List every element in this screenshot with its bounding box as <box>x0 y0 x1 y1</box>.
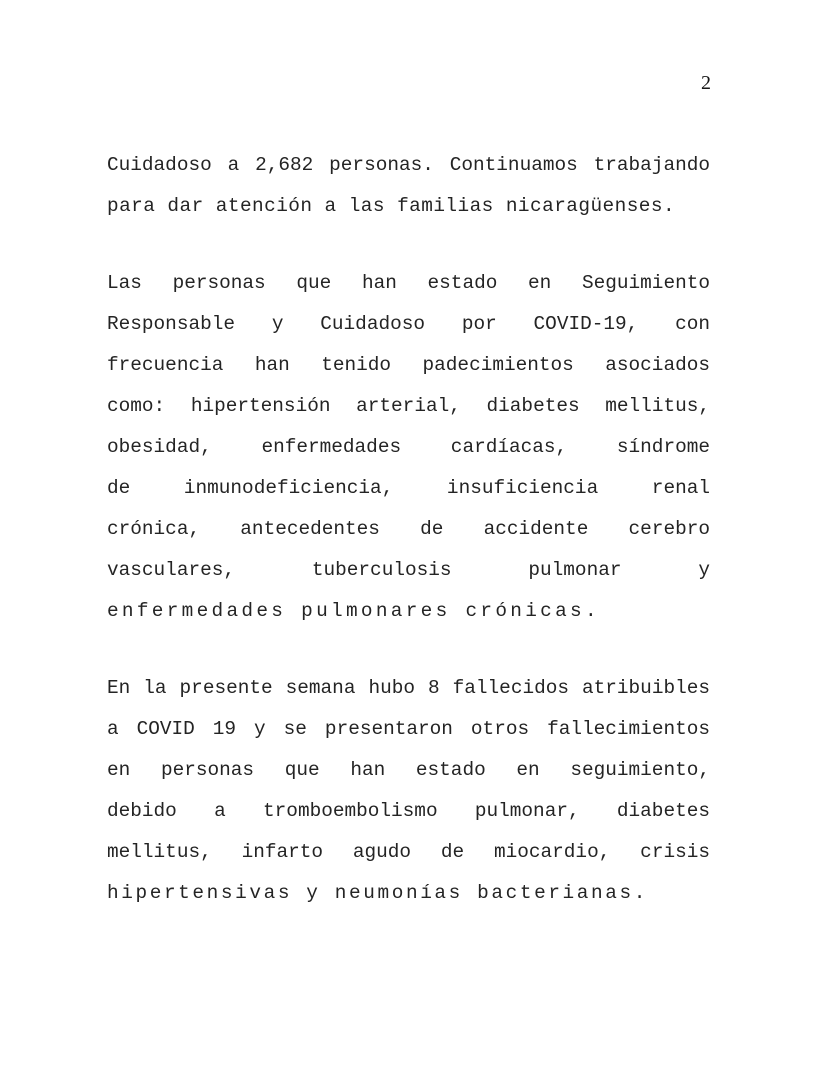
text-line: a COVID 19 y se presentaron otros fallecimientos <box>107 718 710 740</box>
text-line: Las personas que han estado en Seguimiento <box>107 272 710 294</box>
text-line: Cuidadoso a 2,682 personas. Continuamos trabajando <box>107 154 710 176</box>
text-line: hipertensivas y neumonías bacterianas. <box>107 882 648 904</box>
text-line: obesidad, enfermedades cardíacas, síndrome <box>107 436 710 458</box>
paragraph <box>107 145 710 227</box>
text-line: mellitus, infarto agudo de miocardio, crisis <box>107 841 710 863</box>
document-body <box>107 145 710 914</box>
text-line: vasculares, tuberculosis pulmonar y <box>107 559 710 581</box>
text-line: Responsable y Cuidadoso por COVID-19, con <box>107 313 710 335</box>
page-header <box>107 72 711 94</box>
text-line: como: hipertensión arterial, diabetes mellitus, <box>107 395 710 417</box>
paragraph <box>107 263 710 632</box>
text-line: de inmunodeficiencia, insuficiencia renal <box>107 477 710 499</box>
text-line: En la presente semana hubo 8 fallecidos atribuibles <box>107 677 710 699</box>
paragraph <box>107 668 710 914</box>
text-line: debido a tromboembolismo pulmonar, diabetes <box>107 800 710 822</box>
text-line: en personas que han estado en seguimiento, <box>107 759 710 781</box>
text-line: enfermedades pulmonares crónicas. <box>107 600 600 622</box>
text-line: crónica, antecedentes de accidente cerebro <box>107 518 710 540</box>
text-line: para dar atención a las familias nicaragüenses. <box>107 195 676 217</box>
text-line: frecuencia han tenido padecimientos asociados <box>107 354 710 376</box>
page-number: 2 <box>701 72 711 94</box>
